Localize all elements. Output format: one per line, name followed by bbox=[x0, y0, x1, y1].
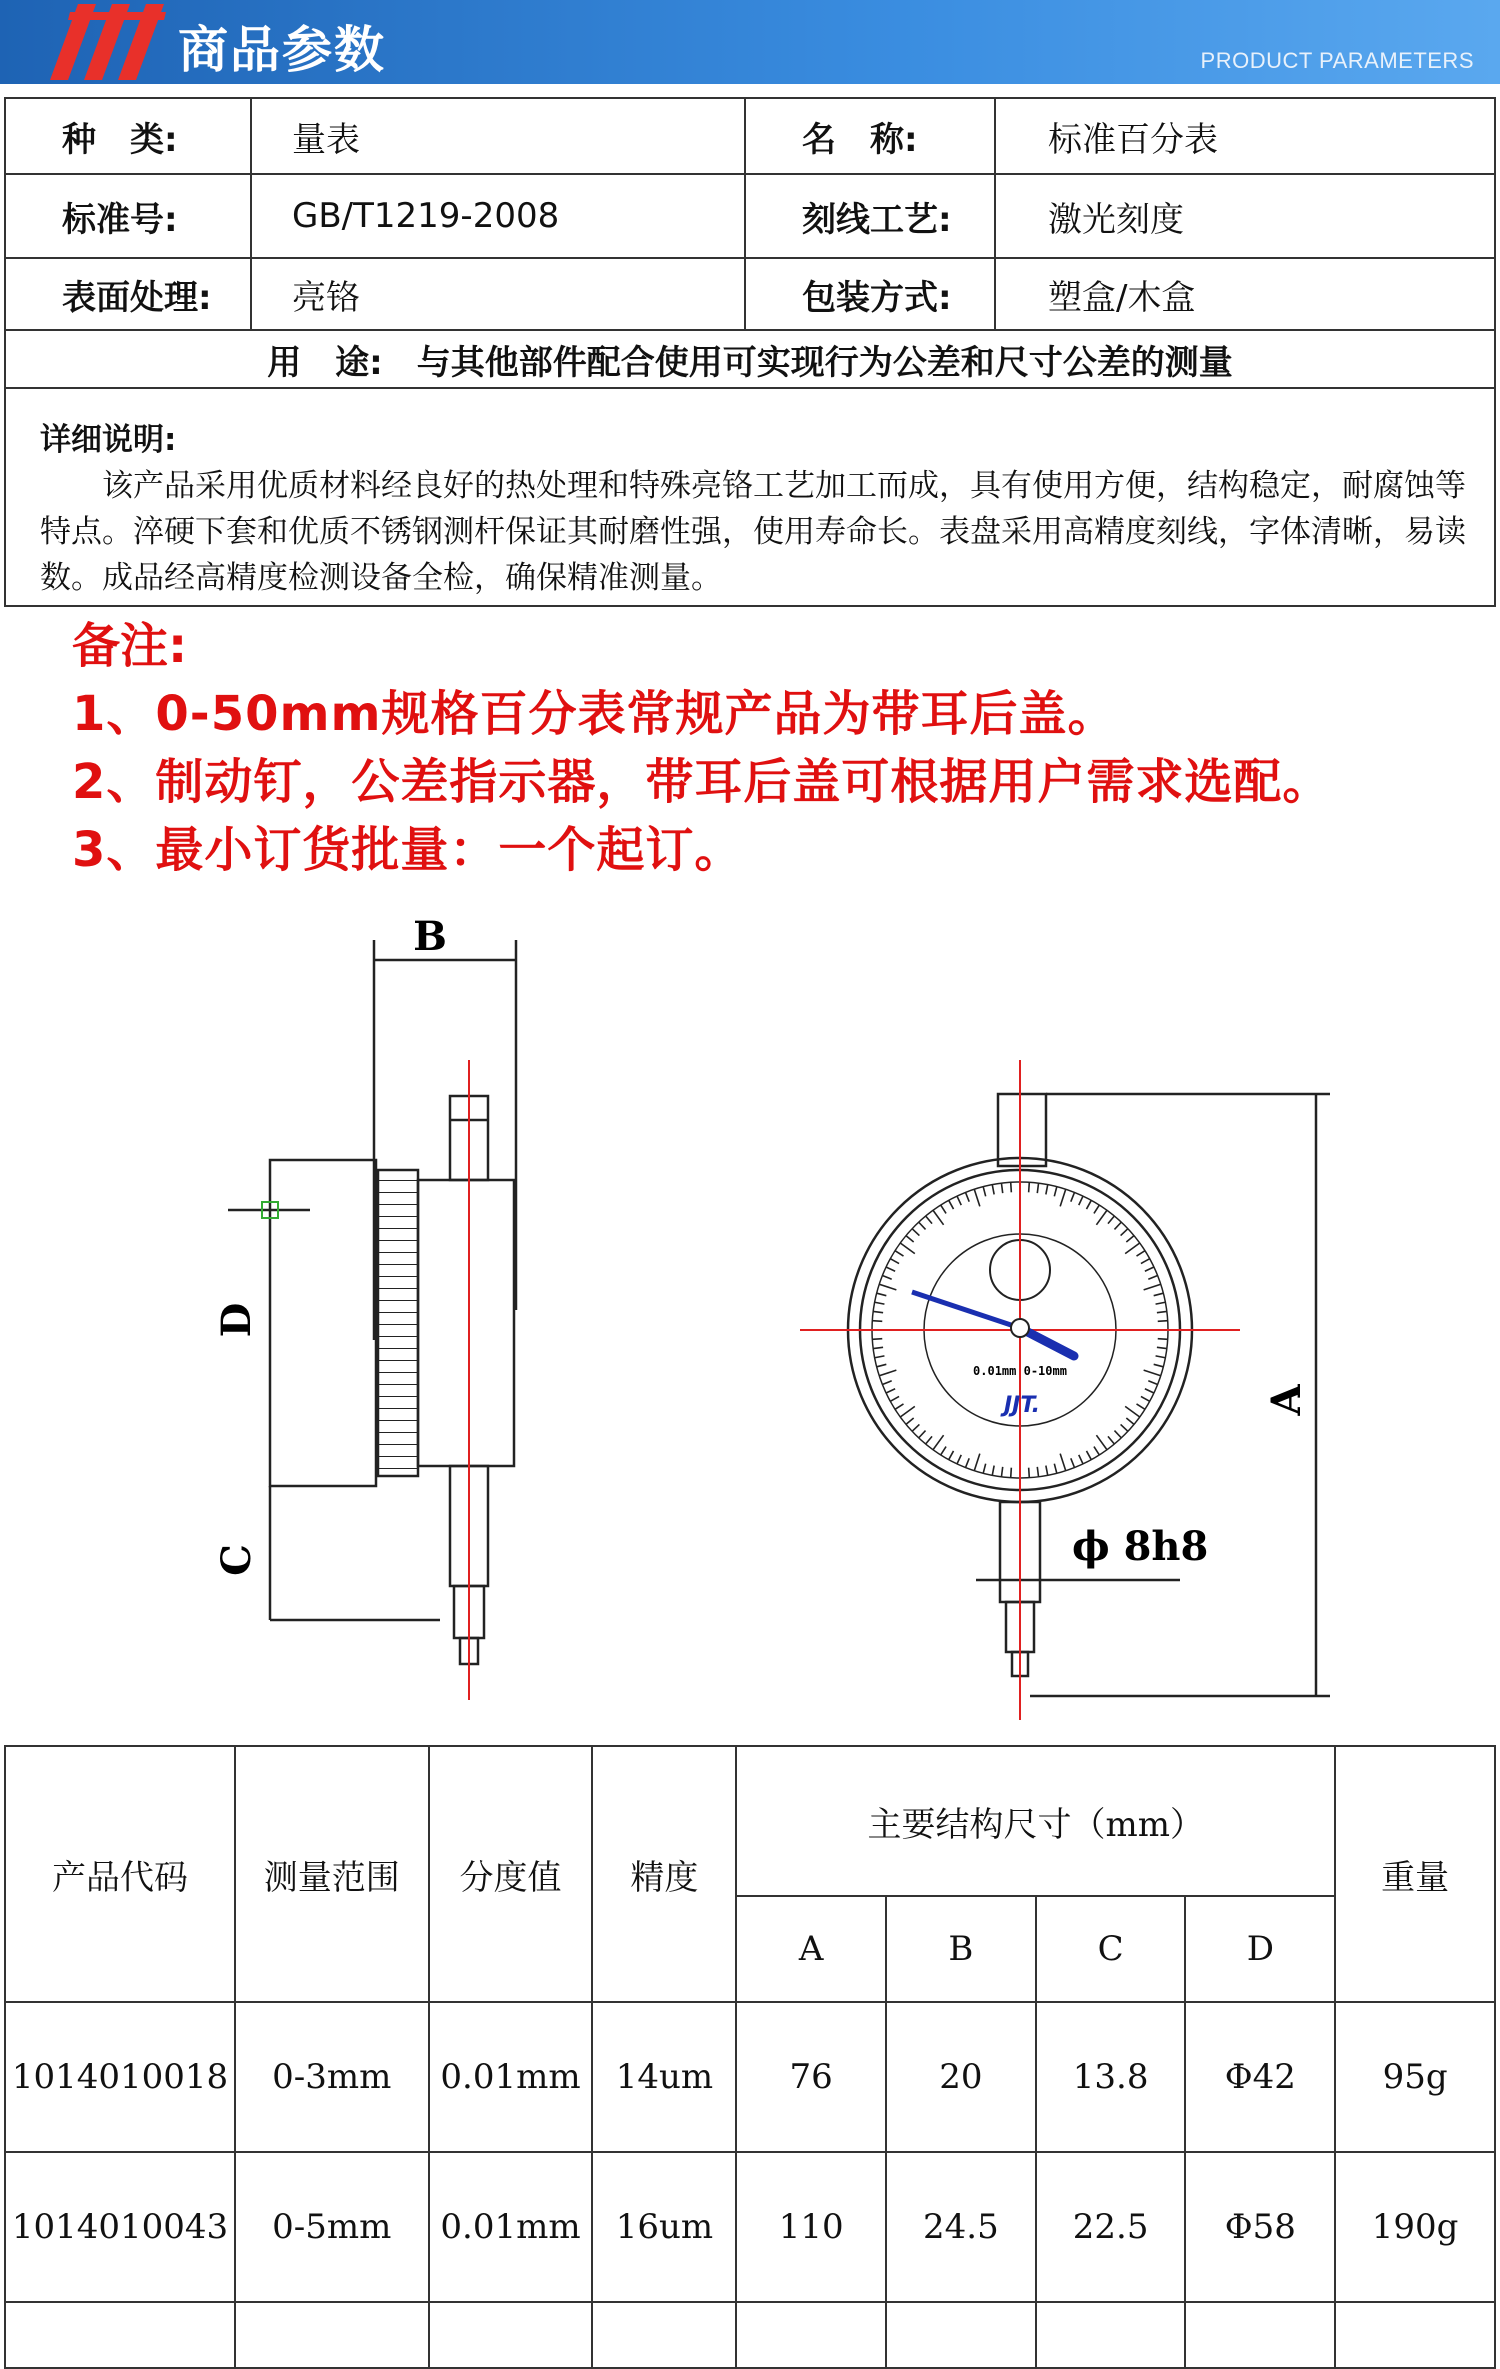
dial-tick bbox=[1114, 1431, 1121, 1438]
dial-tick bbox=[1011, 1468, 1012, 1478]
dial-tick bbox=[1108, 1436, 1114, 1444]
remark-item: 2、制动钉，公差指示器，带耳后盖可根据用户需求选配。 bbox=[72, 754, 1332, 810]
dial-tick bbox=[1060, 1454, 1066, 1471]
dial-tick bbox=[949, 1200, 954, 1209]
pack-label: 包装方式: bbox=[802, 277, 952, 318]
dial-tick bbox=[1137, 1251, 1145, 1256]
dial-tick bbox=[1079, 1196, 1083, 1205]
cell-b: 24.5 bbox=[886, 2152, 1036, 2302]
header-dims: 主要结构尺寸（mm） bbox=[736, 1746, 1335, 1896]
dial-tick bbox=[1029, 1468, 1030, 1478]
front-view bbox=[848, 1094, 1330, 1696]
dial-tick bbox=[1148, 1276, 1157, 1280]
header-a: A bbox=[736, 1896, 886, 2002]
name-value: 标准百分表 bbox=[1048, 119, 1218, 160]
cell-accuracy: 14um bbox=[592, 2002, 736, 2152]
params-row-usage bbox=[6, 331, 1494, 389]
dial-tick bbox=[1126, 1418, 1134, 1424]
dial-tick bbox=[1079, 1455, 1083, 1464]
standard-value: GB/T1219-2008 bbox=[292, 196, 560, 236]
page-title: 商品参数 bbox=[178, 21, 386, 79]
dial-tick bbox=[1157, 1311, 1167, 1312]
dial-tick bbox=[1125, 1243, 1140, 1254]
dial-tick bbox=[877, 1293, 887, 1295]
cell-range: 0-5mm bbox=[235, 2152, 429, 2302]
header-d: D bbox=[1185, 1896, 1335, 2002]
dim-label-phi: ϕ 8h8 bbox=[1072, 1523, 1209, 1570]
surface-label: 表面处理: bbox=[62, 277, 212, 318]
header-accuracy: 精度 bbox=[592, 1746, 736, 2002]
remarks-block bbox=[72, 612, 1331, 884]
dial-tick bbox=[900, 1406, 915, 1417]
dial-tick bbox=[879, 1370, 896, 1376]
dial-tick bbox=[933, 1210, 944, 1225]
dial-tick bbox=[992, 1185, 994, 1195]
cell-d: Φ42 bbox=[1185, 2002, 1335, 2152]
dial-tick bbox=[1086, 1200, 1091, 1209]
dial-tick bbox=[877, 1364, 887, 1366]
dial-tick bbox=[1001, 1467, 1002, 1477]
dim-label-c: C bbox=[213, 1544, 260, 1576]
dial-tick bbox=[1094, 1447, 1099, 1455]
dial-tick bbox=[949, 1451, 954, 1460]
dial-tick bbox=[992, 1466, 994, 1476]
surface-value: 亮铬 bbox=[292, 277, 360, 318]
spec-table bbox=[4, 1745, 1496, 2369]
dial-tick bbox=[1141, 1259, 1150, 1264]
needle-icon bbox=[912, 1292, 1074, 1356]
dial-tick bbox=[1096, 1435, 1107, 1450]
dial-tick bbox=[1144, 1370, 1161, 1376]
remark-item: 1、0-50mm规格百分表常规产品为带耳后盖。 bbox=[72, 686, 1117, 742]
dial-tick bbox=[1029, 1182, 1030, 1192]
header-range: 测量范围 bbox=[235, 1746, 429, 2002]
dial-tick bbox=[983, 1187, 985, 1197]
dial-tick bbox=[1071, 1458, 1075, 1467]
dial-tick bbox=[912, 1229, 919, 1236]
dial-tick bbox=[1148, 1381, 1157, 1385]
detail-title: 详细说明: bbox=[40, 422, 177, 458]
dial-tick bbox=[974, 1454, 980, 1471]
dial-tick bbox=[873, 1347, 883, 1348]
dial-tick bbox=[890, 1259, 899, 1264]
params-row-surface bbox=[6, 259, 1494, 331]
dial-tick bbox=[1060, 1189, 1066, 1206]
dial-tick bbox=[895, 1404, 903, 1409]
detail-text: 该产品采用优质材料经良好的热处理和特殊亮铬工艺加工而成，具有使用方便，结构稳定，耐腐蚀等特点。淬硬下套和优质不锈钢测杆保证其耐磨性强，使用寿命长。表盘采用高精度刻线，字体清晰，易读数。成品经高精度检测设备全检，确保精准测量。 bbox=[40, 468, 1466, 596]
dial-tick bbox=[1108, 1216, 1114, 1224]
dim-label-b: B bbox=[413, 913, 447, 960]
params-row-detail bbox=[6, 389, 1494, 605]
dial-tick bbox=[957, 1196, 961, 1205]
dim-label-a: A bbox=[1263, 1384, 1310, 1416]
dial-tick bbox=[1071, 1192, 1075, 1201]
dial-tick bbox=[1126, 1236, 1134, 1242]
dial-tick bbox=[906, 1236, 914, 1242]
cell-b: 20 bbox=[886, 2002, 1036, 2152]
dial-tick bbox=[966, 1458, 970, 1467]
dial-logo: JJT. bbox=[1004, 1393, 1040, 1418]
table-row bbox=[5, 2002, 1495, 2152]
dial-tick bbox=[886, 1389, 895, 1393]
cell-weight: 190g bbox=[1335, 2152, 1495, 2302]
dial-tick bbox=[872, 1321, 882, 1322]
dial-tick bbox=[1145, 1389, 1154, 1393]
params-row-type bbox=[6, 99, 1494, 175]
cell-code: 1014010043 bbox=[5, 2152, 235, 2302]
dial-tick bbox=[900, 1243, 915, 1254]
dial-tick bbox=[1037, 1183, 1038, 1193]
dial-tick bbox=[1001, 1183, 1002, 1193]
dial-tick bbox=[1157, 1347, 1167, 1348]
dial-tick bbox=[983, 1464, 985, 1474]
dial-tick bbox=[1046, 1185, 1048, 1195]
header-code: 产品代码 bbox=[5, 1746, 235, 2002]
name-label: 名 称: bbox=[802, 119, 918, 160]
cell-a: 110 bbox=[736, 2152, 886, 2302]
dial-tick bbox=[1144, 1284, 1161, 1290]
cell-c: 22.5 bbox=[1036, 2152, 1186, 2302]
type-label: 种 类: bbox=[62, 119, 178, 160]
cell-a: 76 bbox=[736, 2002, 886, 2152]
dial-tick bbox=[875, 1302, 885, 1304]
dial-tick bbox=[926, 1216, 932, 1224]
dial-tick bbox=[1141, 1396, 1150, 1401]
remarks-title: 备注: bbox=[72, 618, 188, 674]
dial-tick bbox=[1154, 1293, 1164, 1295]
dial-tick bbox=[886, 1267, 895, 1271]
dial-tick bbox=[882, 1381, 891, 1385]
dial-tick bbox=[890, 1396, 899, 1401]
dial-tick bbox=[974, 1189, 980, 1206]
dial-tick bbox=[957, 1455, 961, 1464]
dial-tick bbox=[1156, 1356, 1166, 1358]
dial-tick bbox=[1121, 1424, 1128, 1431]
cell-division: 0.01mm bbox=[429, 2152, 593, 2302]
dial-tick bbox=[882, 1276, 891, 1280]
header-c: C bbox=[1036, 1896, 1186, 2002]
dial-tick bbox=[941, 1205, 946, 1213]
dim-label-d: D bbox=[213, 1302, 260, 1338]
dial-tick bbox=[1121, 1229, 1128, 1236]
page-subtitle: PRODUCT PARAMETERS bbox=[1200, 48, 1474, 73]
dial-tick bbox=[933, 1435, 944, 1450]
dial-tick bbox=[1054, 1464, 1056, 1474]
dial-tick bbox=[919, 1431, 926, 1438]
cell-range: 0-3mm bbox=[235, 2002, 429, 2152]
scale-value: 激光刻度 bbox=[1048, 199, 1184, 240]
dial-tick bbox=[872, 1339, 882, 1340]
dial-tick bbox=[1125, 1406, 1140, 1417]
cell-c: 13.8 bbox=[1036, 2002, 1186, 2152]
dial-tick bbox=[1011, 1182, 1012, 1192]
dial-tick bbox=[895, 1251, 903, 1256]
brand-logo-icon bbox=[40, 2, 170, 82]
pack-value: 塑盒/木盒 bbox=[1048, 277, 1196, 318]
side-view bbox=[228, 940, 516, 1664]
usage-text: 用 途: 与其他部件配合使用可实现行为公差和尺寸公差的测量 bbox=[267, 342, 1233, 383]
detail-block bbox=[40, 389, 1490, 601]
table-row bbox=[5, 2152, 1495, 2302]
dial-tick bbox=[926, 1436, 932, 1444]
dial-tick bbox=[1094, 1205, 1099, 1213]
dial-tick bbox=[1158, 1321, 1168, 1322]
header-banner bbox=[0, 0, 1500, 84]
header-division: 分度值 bbox=[429, 1746, 593, 2002]
cell-code: 1014010018 bbox=[5, 2002, 235, 2152]
spec-header-row bbox=[5, 1746, 1495, 1896]
dial-tick bbox=[879, 1284, 896, 1290]
dial-tick bbox=[1137, 1404, 1145, 1409]
params-table bbox=[4, 97, 1496, 607]
cell-accuracy: 16um bbox=[592, 2152, 736, 2302]
dial-tick bbox=[1086, 1451, 1091, 1460]
dial-tick bbox=[1054, 1187, 1056, 1197]
dial-tick bbox=[941, 1447, 946, 1455]
dial-tick bbox=[1096, 1210, 1107, 1225]
scale-label: 刻线工艺: bbox=[802, 199, 952, 240]
table-row-partial bbox=[5, 2302, 1495, 2368]
dial-tick bbox=[1158, 1339, 1168, 1340]
header-weight: 重量 bbox=[1335, 1746, 1495, 2002]
cell-d: Φ58 bbox=[1185, 2152, 1335, 2302]
dial-tick bbox=[919, 1222, 926, 1229]
dial-tick bbox=[1037, 1467, 1038, 1477]
dial-tick bbox=[1145, 1267, 1154, 1271]
dial-tick bbox=[1046, 1466, 1048, 1476]
dial-tick bbox=[873, 1311, 883, 1312]
dial-tick bbox=[906, 1418, 914, 1424]
cell-division: 0.01mm bbox=[429, 2002, 593, 2152]
remark-item: 3、最小订货批量：一个起订。 bbox=[72, 822, 744, 878]
dial-tick bbox=[875, 1356, 885, 1358]
dial-range-text: 0.01mm 0-10mm bbox=[973, 1364, 1067, 1378]
cell-weight: 95g bbox=[1335, 2002, 1495, 2152]
dial-tick bbox=[1114, 1222, 1121, 1229]
header-b: B bbox=[886, 1896, 1036, 2002]
technical-drawing bbox=[0, 880, 1500, 1740]
dial-tick bbox=[1156, 1302, 1166, 1304]
dial-tick bbox=[1154, 1364, 1164, 1366]
dial-tick bbox=[966, 1192, 970, 1201]
type-value: 量表 bbox=[292, 119, 360, 160]
dial-tick bbox=[912, 1424, 919, 1431]
standard-label: 标准号: bbox=[62, 199, 178, 240]
params-row-standard bbox=[6, 175, 1494, 259]
